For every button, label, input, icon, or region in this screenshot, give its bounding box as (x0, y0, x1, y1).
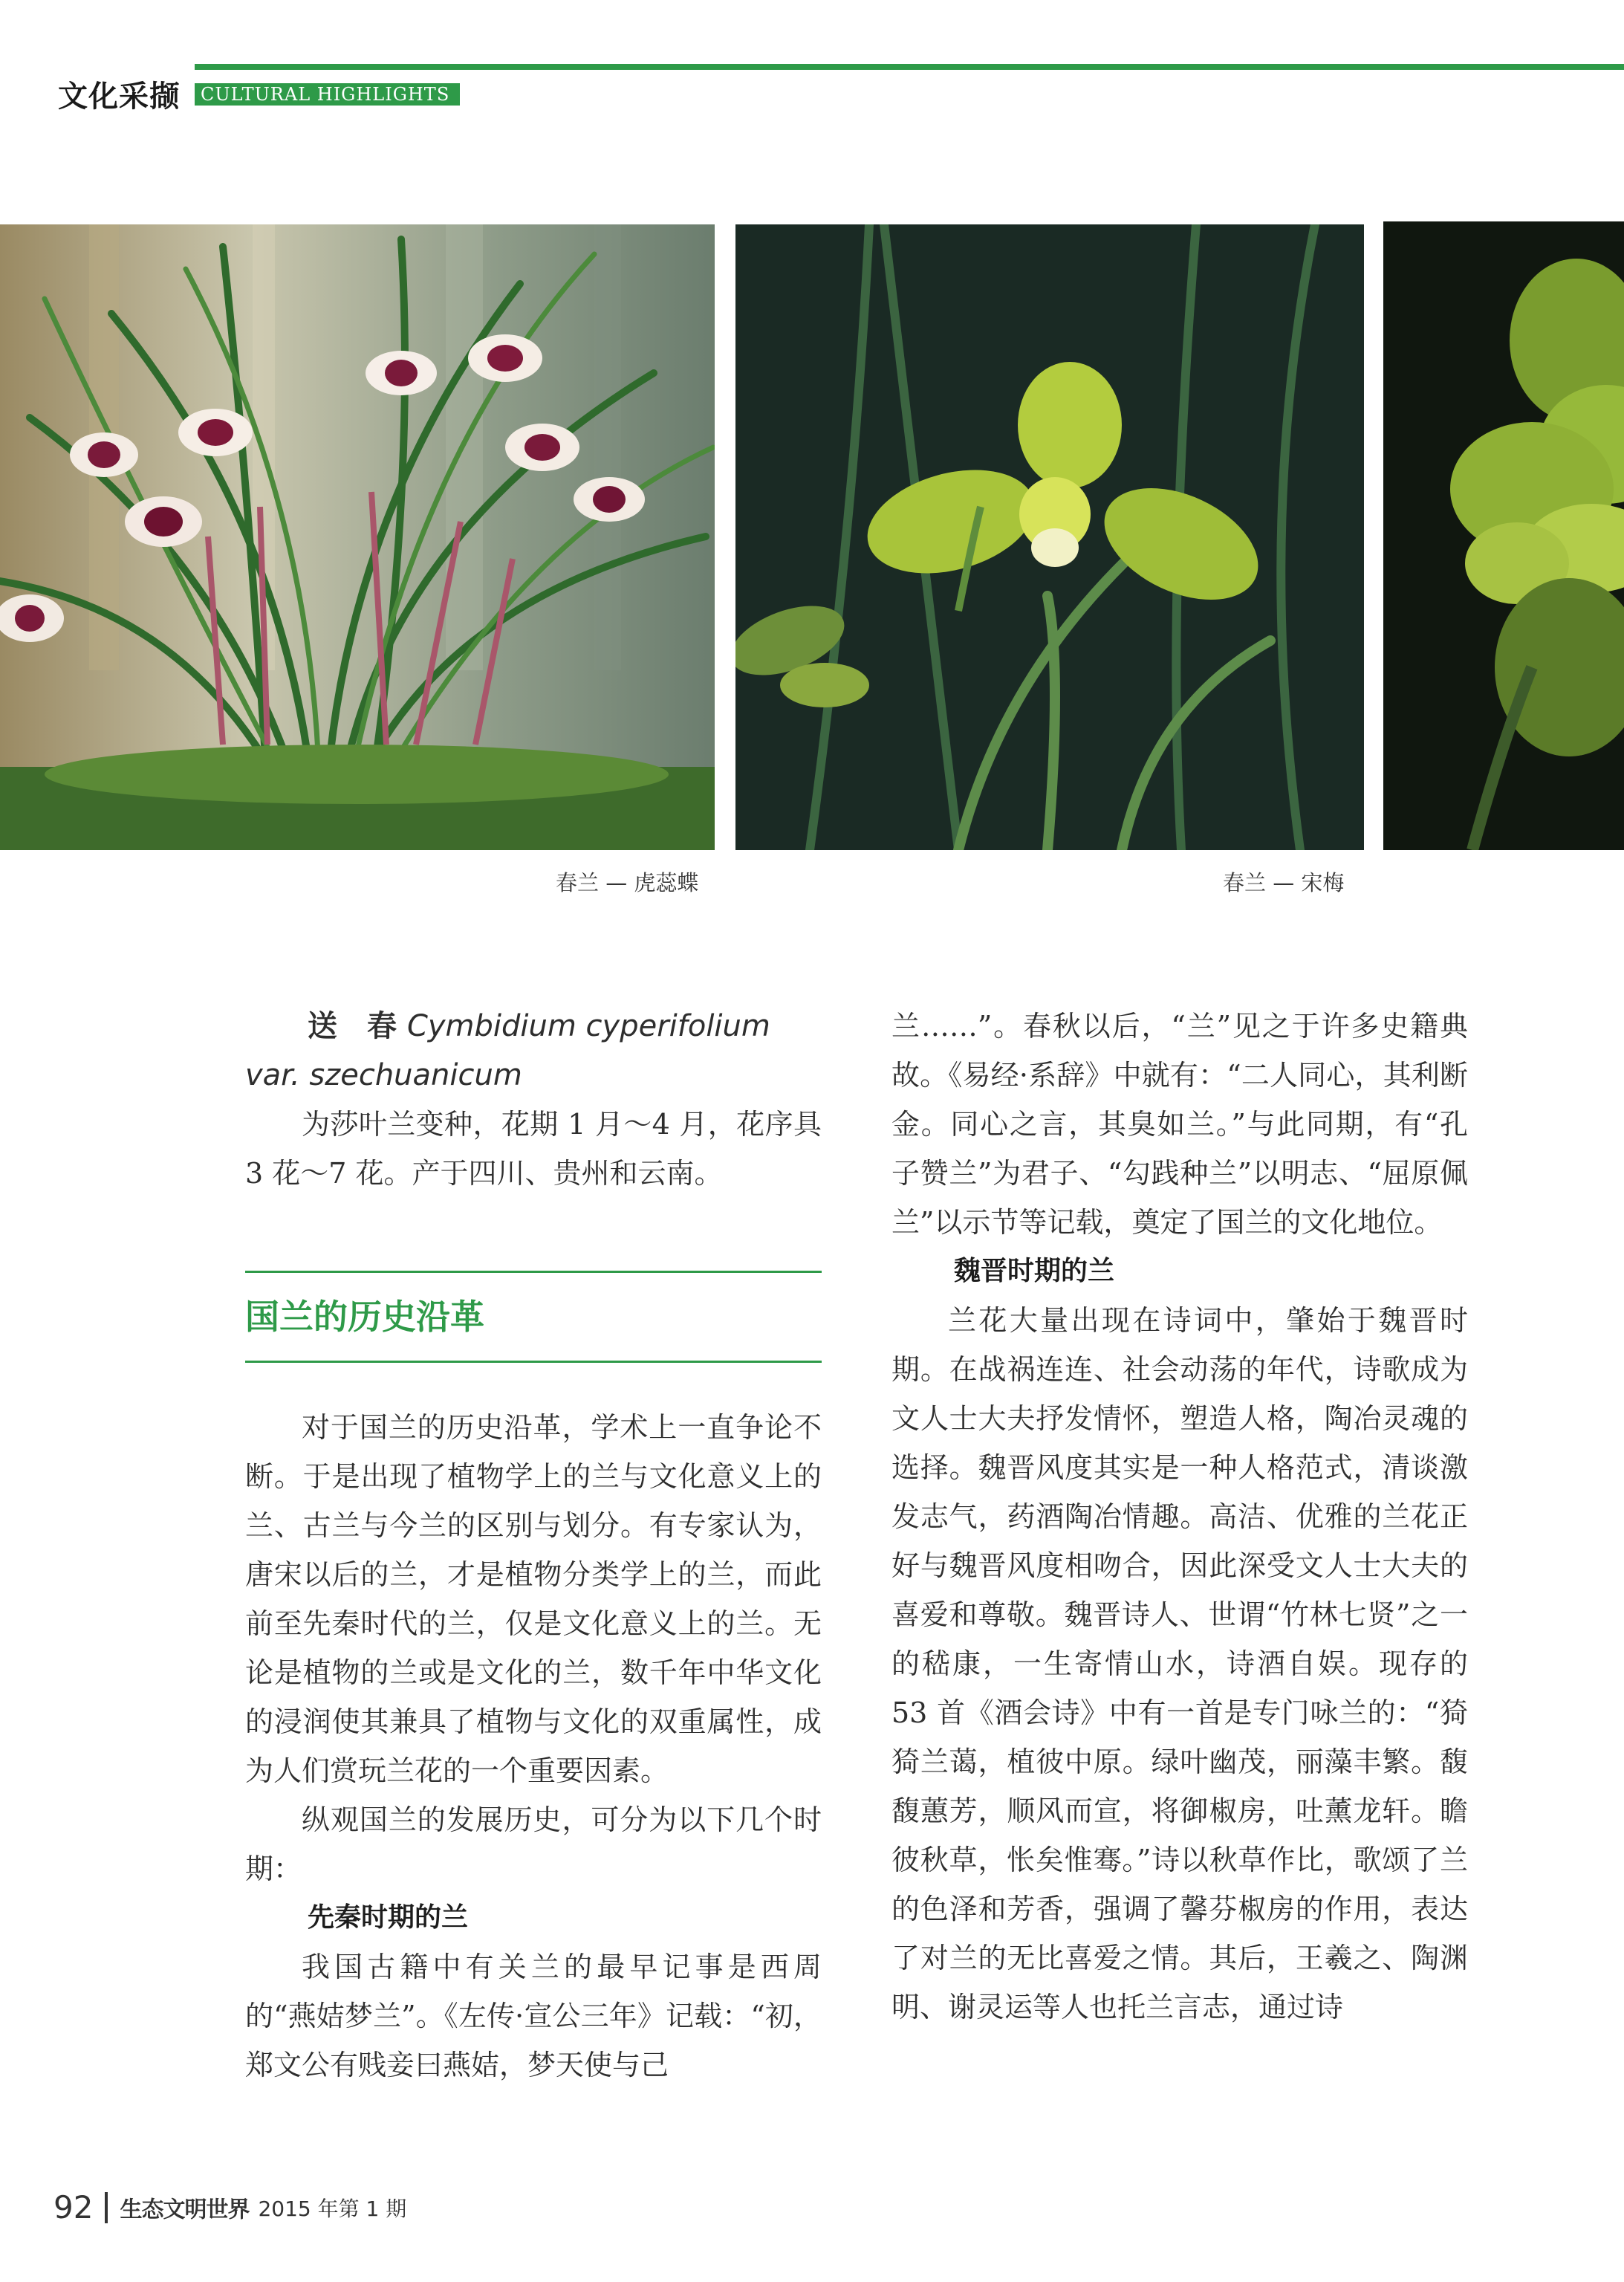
paragraph: 兰花大量出现在诗词中，肇始于魏晋时期。在战祸连连、社会动荡的年代，诗歌成为文人士大夫抒发情怀，塑造人格，陶冶灵魂的选择。魏晋风度其实是一种人格范式，清谈激发志气，药酒陶冶情趣。高洁、优雅的兰花正好与魏晋风度相吻合，因此深受文人士大夫的喜爱和尊敬。魏晋诗人、世谓“竹林七贤”之一的嵇康，一生寄情山水，诗酒自娱。现存的 53 首《酒会诗》中有一首是专门咏兰的：“猗猗兰蔼，植彼中原。绿叶幽茂，丽藻丰繁。馥馥蕙芳，顺风而宣，将御椒房，吐薰龙轩。瞻彼秋草，怅矣惟骞。”诗以秋草作比，歌颂了兰的色泽和芳香，强调了馨芬椒房的作用，表达了对兰的无比喜爱之情。其后，王羲之、陶渊明、谢灵运等人也托兰言志，通过诗 (891, 1304, 1468, 2023)
section-en-label: CULTURAL HIGHLIGHTS (195, 83, 460, 106)
species-heading (245, 1002, 822, 1051)
section-title: 文化采撷 (58, 80, 180, 114)
page-footer (53, 2189, 406, 2226)
orchid-photo-hurui-die (0, 224, 715, 850)
subheading-xianqin: 先秦时期的兰 (308, 1902, 469, 1933)
text-column-left (245, 1002, 822, 1198)
paragraph: 对于国兰的历史沿革，学术上一直争论不断。于是出现了植物学上的兰与文化意义上的兰、古兰与今兰的区别与划分。有专家认为，唐宋以后的兰，才是植物分类学上的兰，而此前至先秦时代的兰，仅是文化意义上的兰。无论是植物的兰或是文化的兰，数千年中华文化的浸润使其兼具了植物与文化的双重属性，成为人们赏玩兰花的一个重要因素。 (245, 1411, 822, 1787)
paragraph: 我国古籍中有关兰的最早记事是西周的“燕姞梦兰”。《左传·宣公三年》记载：“初，郑文公有贱妾曰燕姞，梦天使与己 (245, 1951, 822, 2081)
species-name-cn: 送 春 (308, 1009, 397, 1043)
chapter-title: 国兰的历史沿革 (245, 1297, 484, 1337)
orchid-photo-song-mei (735, 224, 1364, 850)
footer-divider (105, 2192, 108, 2223)
species-name-latin-var: var. szechuanicum (245, 1058, 522, 1092)
issue-label: 2015 年第 1 期 (258, 2196, 407, 2221)
orchid-photo-partial (1383, 221, 1624, 850)
paragraph: 兰……”。春秋以后，“兰”见之于许多史籍典故。《易经·系辞》中就有：“二人同心，其利断金。同心之言，其臭如兰。”与此同期，有“孔子赞兰”为君子、“勾践种兰”以明志、“屈原佩兰”以示节等记载，奠定了国兰的文化地位。 (891, 1010, 1468, 1239)
magazine-name: 生态文明世界 (120, 2197, 250, 2223)
species-name-latin: Cymbidium cyperifolium (406, 1009, 770, 1043)
page-number: 92 (53, 2189, 94, 2226)
paragraph: 纵观国兰的发展历史，可分为以下几个时期： (245, 1803, 822, 1885)
chapter-heading (245, 1271, 822, 1363)
subheading-weijin: 魏晋时期的兰 (954, 1256, 1115, 1286)
species-description: 为莎叶兰变种，花期 1 月～4 月，花序具 3 花～7 花。产于四川、贵州和云南。 (245, 1108, 822, 1190)
photo-caption-2: 春兰 — 宋梅 (1223, 870, 1345, 895)
text-column-left-body (245, 1403, 822, 2090)
photo-caption-1: 春兰 — 虎蕊蝶 (556, 870, 699, 895)
text-column-right (891, 1002, 1468, 2032)
header-rule (195, 64, 1624, 70)
